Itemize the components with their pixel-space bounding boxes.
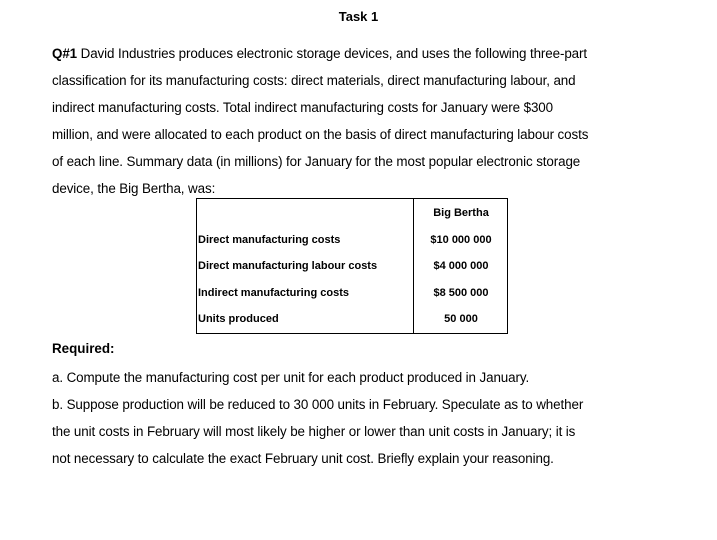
question-line: indirect manufacturing costs. Total indirect manufacturing costs for January were $300 (52, 100, 553, 115)
required-heading: Required: (52, 341, 115, 356)
required-item-b: b. Suppose production will be reduced to 30 000 units in February. Speculate as to whether (52, 397, 584, 412)
row-value-units-produced: 50 000 (444, 313, 478, 325)
row-value-direct-manufacturing-costs: $10 000 000 (430, 234, 492, 246)
cost-table (196, 198, 508, 334)
question-line: of each line. Summary data (in millions) for January for the most popular electronic storage (52, 154, 581, 169)
question-label: Q#1 (52, 46, 78, 61)
row-label-direct-manufacturing-costs: Direct manufacturing costs (198, 234, 341, 246)
question-line (52, 40, 672, 67)
required-item-b-cont: not necessary to calculate the exact February unit cost. Briefly explain your reasoning. (52, 451, 554, 466)
row-value-direct-labour-costs: $4 000 000 (433, 260, 489, 272)
question-line: classification for its manufacturing costs: direct materials, direct manufacturing labour, and (52, 73, 576, 88)
task-title: Task 1 (338, 9, 379, 24)
row-value-indirect-manufacturing-costs: $8 500 000 (433, 287, 489, 299)
row-label-units-produced: Units produced (198, 313, 279, 325)
required-list (52, 364, 672, 472)
question-text: David Industries produces electronic storage devices, and uses the following three-part (77, 46, 588, 61)
question-paragraph (52, 40, 672, 202)
question-line: million, and were allocated to each product on the basis of direct manufacturing labour costs (52, 127, 589, 142)
question-line: device, the Big Bertha, was: (52, 181, 216, 196)
row-label-direct-labour-costs: Direct manufacturing labour costs (198, 260, 378, 272)
required-item-b-cont: the unit costs in February will most likely be higher or lower than unit costs in January; it is (52, 424, 576, 439)
required-item-a: a. Compute the manufacturing cost per unit for each product produced in January. (52, 370, 530, 385)
table-header-big-bertha: Big Bertha (433, 207, 489, 219)
row-label-indirect-manufacturing-costs: Indirect manufacturing costs (198, 287, 349, 299)
